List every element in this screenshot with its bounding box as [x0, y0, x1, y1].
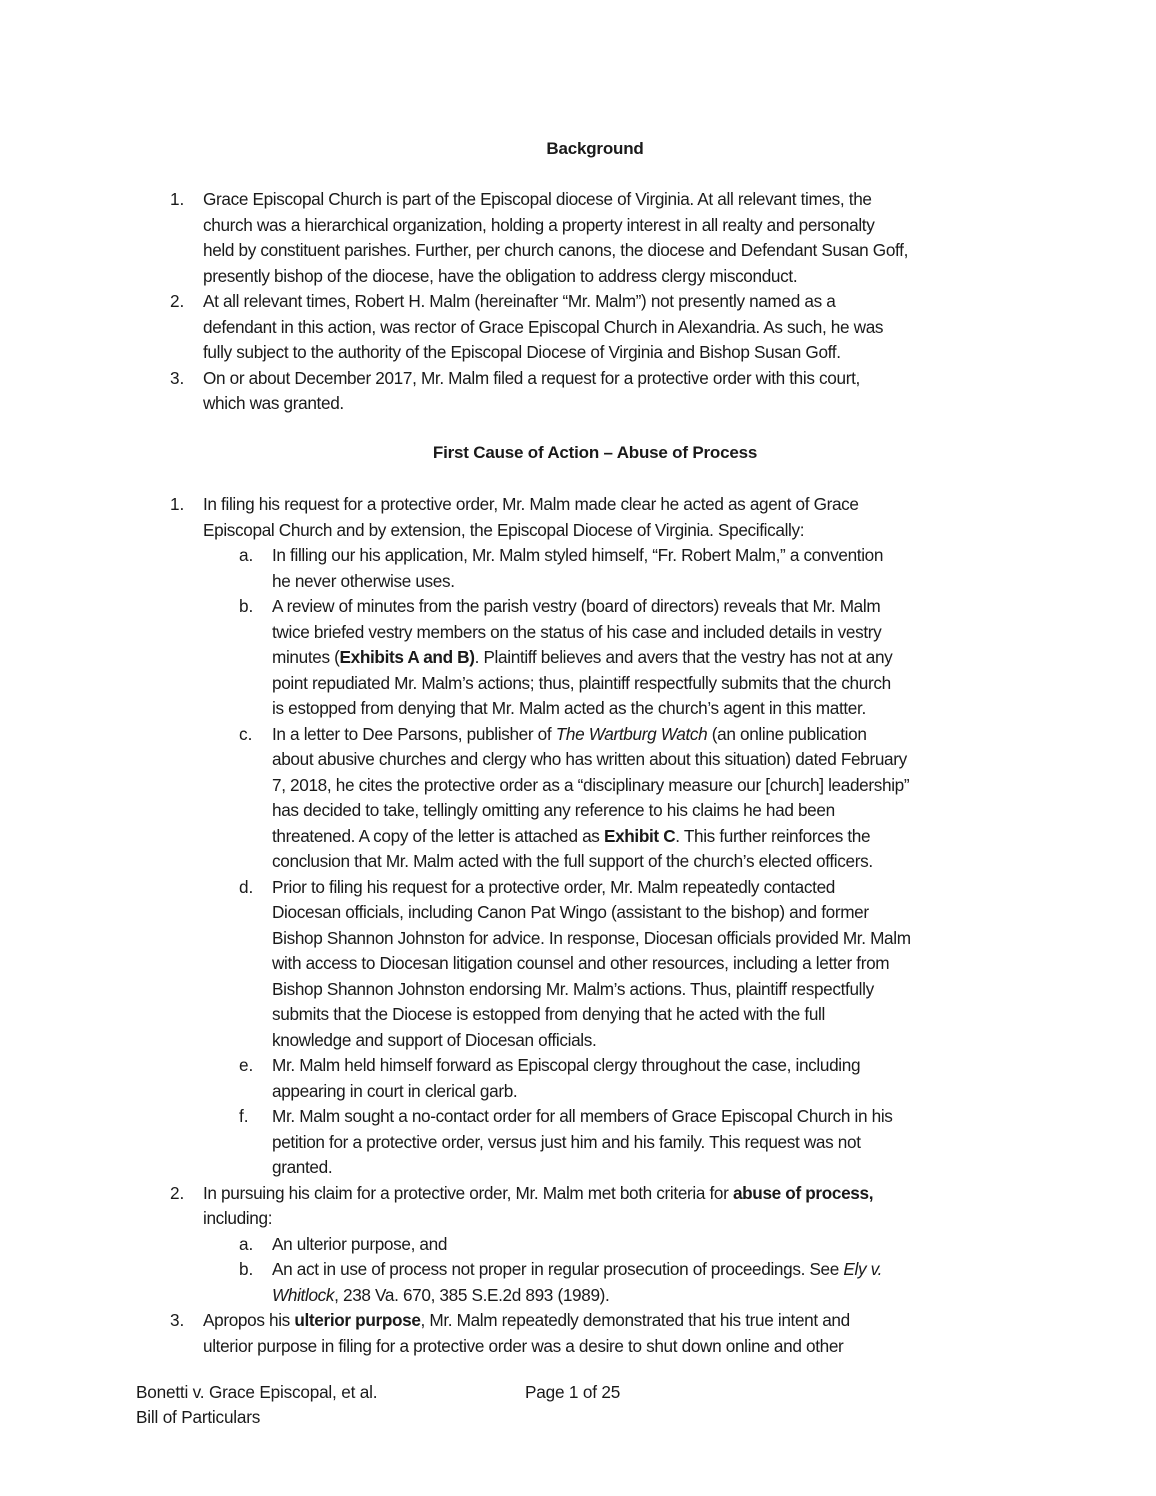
text-line: A review of minutes from the parish vestry (board of directors) reveals that Mr. Malm [272, 596, 881, 616]
italic-text: Whitlock [272, 1284, 335, 1305]
list-marker: 2. [170, 291, 185, 311]
sublist-marker: a. [239, 545, 254, 565]
text-line: is estopped from denying that Mr. Malm acted as the church’s agent in this matter. [272, 698, 866, 718]
italic-text: The Wartburg Watch [555, 723, 708, 744]
text-line: including: [203, 1208, 273, 1228]
text-line [272, 647, 892, 667]
text-line [272, 724, 867, 744]
text-line: point repudiated Mr. Malm’s actions; thus, plaintiff respectfully submits that the church [272, 672, 891, 693]
list-marker: 1. [170, 494, 185, 514]
footer-case-title: Bonetti v. Grace Episcopal, et al. [136, 1382, 378, 1402]
text-line: which was granted. [203, 393, 344, 413]
text-line: Diocesan officials, including Canon Pat Wingo (assistant to the bishop) and former [272, 902, 869, 922]
list-marker: 3. [170, 1310, 185, 1330]
text-line: 7, 2018, he cites the protective order as a “disciplinary measure our [church] leadership” [272, 774, 910, 795]
text-run: . Plaintiff believes and avers that the vestry has not at any [474, 647, 893, 667]
text-line: petition for a protective order, versus just him and his family. This request was not [272, 1131, 861, 1152]
text-line: At all relevant times, Robert H. Malm (hereinafter “Mr. Malm”) not presently named as a [203, 291, 836, 311]
text-run: minutes ( [272, 647, 340, 667]
text-line: Grace Episcopal Church is part of the Episcopal diocese of Virginia. At all relevant times, the [203, 189, 872, 209]
italic-text: Ely v. [843, 1259, 883, 1279]
sublist-marker: a. [239, 1233, 254, 1254]
text-line: has decided to take, tellingly omitting any reference to his claims he had been [272, 800, 835, 820]
text-line: ulterior purpose in filing for a protective order was a desire to shut down online and other [203, 1335, 844, 1356]
text-line: knowledge and support of Diocesan officials. [272, 1029, 597, 1050]
text-line: Mr. Malm held himself forward as Episcopal clergy throughout the case, including [272, 1055, 861, 1075]
text-line: conclusion that Mr. Malm acted with the full support of the church’s elected officers. [272, 851, 873, 871]
text-run: In pursuing his claim for a protective order, Mr. Malm met both criteria for [203, 1182, 733, 1203]
bold-text: ulterior purpose [294, 1310, 421, 1330]
bold-text: abuse of process, [732, 1182, 874, 1203]
text-line: Mr. Malm sought a no-contact order for all members of Grace Episcopal Church in his [272, 1106, 893, 1126]
text-run: (an online publication [707, 723, 867, 744]
text-run: threatened. A copy of the letter is attached as [272, 825, 604, 846]
sublist-marker: b. [239, 1259, 254, 1279]
list-marker: 3. [170, 367, 185, 388]
text-line: he never otherwise uses. [272, 570, 455, 591]
text-line: An ulterior purpose, and [272, 1233, 448, 1254]
section-heading: Background [546, 139, 644, 158]
text-line: On or about December 2017, Mr. Malm filed a request for a protective order with this court, [203, 367, 860, 388]
text-line: fully subject to the authority of the Episcopal Diocese of Virginia and Bishop Susan Goff. [203, 342, 841, 362]
text-line: In filing his request for a protective order, Mr. Malm made clear he acted as agent of Grace [203, 494, 859, 514]
text-line: twice briefed vestry members on the status of his case and included details in vestry [272, 621, 882, 642]
section-heading: First Cause of Action – Abuse of Process [432, 443, 758, 462]
text-line [203, 1310, 850, 1330]
text-line [272, 826, 870, 846]
text-line: held by constituent parishes. Further, per church canons, the diocese and Defendant Susan Goff, [203, 240, 908, 260]
text-run: . This further reinforces the [675, 825, 871, 846]
list-marker: 1. [170, 189, 185, 209]
text-line: church was a hierarchical organization, holding a property interest in all realty and personalty [203, 214, 875, 235]
text-line [272, 1285, 609, 1305]
sublist-marker: c. [239, 723, 253, 744]
text-run: In a letter to Dee Parsons, publisher of [272, 723, 556, 744]
text-run: , Mr. Malm repeatedly demonstrated that his true intent and [420, 1310, 850, 1330]
footer-page-number: Page 1 of 25 [525, 1382, 621, 1402]
sublist-marker: f. [239, 1106, 249, 1126]
bold-text: Exhibits A and B) [339, 647, 475, 667]
text-line: Bishop Shannon Johnston for advice. In response, Diocesan officials provided Mr. Malm [272, 927, 911, 948]
text-line: with access to Diocesan litigation counsel and other resources, including a letter from [272, 953, 890, 973]
text-run: , 238 Va. 670, 385 S.E.2d 893 (1989). [334, 1284, 610, 1305]
text-line: Episcopal Church and by extension, the Episcopal Diocese of Virginia. Specifically: [203, 519, 805, 540]
sublist-marker: e. [239, 1055, 254, 1075]
sublist-marker: b. [239, 596, 254, 616]
text-line: In filling our his application, Mr. Malm styled himself, “Fr. Robert Malm,” a convention [272, 545, 884, 565]
list-marker: 2. [170, 1182, 185, 1203]
text-line: Bishop Shannon Johnston endorsing Mr. Malm’s actions. Thus, plaintiff respectfully [272, 978, 874, 999]
text-run: Apropos his [203, 1310, 295, 1330]
bold-text: Exhibit C [603, 825, 676, 846]
text-line: Prior to filing his request for a protective order, Mr. Malm repeatedly contacted [272, 876, 835, 897]
text-run: An act in use of process not proper in regular prosecution of proceedings. See [272, 1259, 844, 1279]
text-line: submits that the Diocese is estopped from denying that he acted with the full [272, 1004, 825, 1024]
text-line [272, 1259, 882, 1279]
text-line: about abusive churches and clergy who has written about this situation) dated February [272, 749, 907, 769]
text-line: granted. [272, 1157, 333, 1177]
footer-document-title: Bill of Particulars [136, 1407, 261, 1427]
text-line: presently bishop of the diocese, have the obligation to address clergy misconduct. [203, 265, 798, 286]
text-line: defendant in this action, was rector of Grace Episcopal Church in Alexandria. As such, he was [203, 316, 884, 337]
text-line [203, 1183, 873, 1203]
sublist-marker: d. [239, 876, 254, 897]
text-line: appearing in court in clerical garb. [272, 1080, 518, 1101]
